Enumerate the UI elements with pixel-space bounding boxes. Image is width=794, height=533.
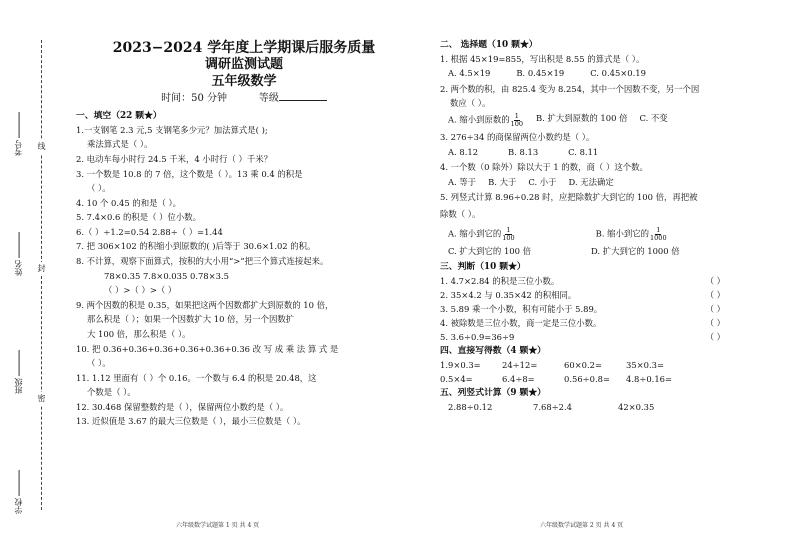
question-line: 13. 近似值是 3.67 的最大三位数是（ ），最小三位数是（ ）。 [76, 416, 306, 427]
field-label-exam-number: 考号 [14, 140, 23, 156]
question-line: 9. 两个因数的积是 0.35，如果把这两个因数都扩大到原数的 10 倍， [76, 299, 334, 310]
question-line: 乘法算式是（ ）。 [87, 139, 153, 150]
option-c: C. 8.11 [568, 147, 599, 158]
field-school [14, 470, 24, 514]
question-line: 5. 7.4×0.6 的积是（ ）位小数。 [76, 212, 202, 223]
option-c: C. 小于 [528, 177, 557, 188]
question-line: 大 100 倍，那么积是（ ）。 [87, 328, 191, 339]
option-a: A. 4.5×19 [448, 68, 491, 79]
choice-question-3: 3. 276÷34 的商保留两位小数约是（ ）。 [440, 132, 595, 143]
judge-item: 5. 3.6÷0.9=36÷9 （ ） [440, 332, 725, 343]
question-line: （ ）>（ ）>（ ） [104, 285, 177, 296]
choice-options-5a [440, 227, 765, 241]
calc-item: 60×0.2= [564, 359, 603, 370]
calc-item: 0.5×4= [440, 373, 473, 384]
option-b: B. 扩大到原数的 100 倍 [536, 113, 628, 124]
calc-item: 35×0.3= [626, 359, 665, 370]
vertical-calc-row [440, 402, 765, 412]
fraction: $\frac{1}{100}$ [502, 226, 515, 242]
fraction: $\frac{1}{100}$ [510, 112, 524, 128]
question-line: 6.（ ）÷1.2=0.54 2.88÷（ ）=1.44 [76, 226, 223, 237]
fraction: $\frac{1}{1000}$ [650, 226, 667, 242]
choice-options-3 [440, 147, 765, 157]
question-line: 8. 不计算，观察下面算式，按积的大小用“>”把三个算式连接起来。 [76, 256, 329, 267]
option-c: C. 不变 [639, 113, 668, 124]
section-choice: 二、 选择题（10 颗★） [440, 40, 538, 50]
exam-subtitle: 调研监测试题 [204, 57, 283, 73]
question-line: 11. 1.12 里面有（ ）个 0.16。一个数与 6.4 的积是 20.48，这 [76, 372, 317, 383]
field-label-class: 班级 [14, 378, 23, 394]
judge-item: 2. 35×4.2 与 0.35×42 的积相同。 （ ） [440, 290, 725, 301]
binding-margin [0, 0, 70, 533]
field-exam-number [14, 112, 24, 156]
judge-item: 4. 被除数是三位小数，商一定是三位小数。 （ ） [440, 318, 725, 329]
section-vertical-calc: 五、列竖式计算（9 颗★） [440, 388, 546, 399]
option-b: B. 缩小到它的 $\frac{1}{1000}$ [595, 226, 667, 242]
option-a: A. 8.12 [448, 147, 479, 158]
option-c: C. 0.45×0.19 [590, 68, 646, 79]
page-1-footer: 六年级数学试题第 1 页 共 4 页 [176, 522, 260, 529]
question-line: 3. 一个数是 10.8 的 7 倍，这个数是（ ）。13 乘 0.4 的积是 [76, 168, 303, 179]
option-b: B. 0.45×19 [516, 68, 565, 79]
question-line: （ ）。 [87, 358, 111, 369]
option-c: C. 扩大到它的 100 倍 [448, 246, 531, 257]
calc-row-1 [440, 360, 765, 370]
exam-page-2 [440, 40, 765, 412]
field-name [14, 232, 24, 276]
seal-char-seal: 封 [36, 262, 47, 276]
choice-options-2 [440, 113, 765, 127]
choice-options-1 [440, 68, 765, 78]
choice-question-1: 1. 根据 45×19=855，写出积是 8.55 的算式是（ ）。 [440, 53, 645, 64]
option-b: B. 8.13 [508, 147, 539, 158]
section-mental-calc: 四、直接写得数（4 颗★） [440, 346, 546, 357]
judge-answer-box[interactable]: （ ） [705, 290, 725, 301]
calc-item: 4.8÷0.16= [626, 373, 673, 384]
option-a: A. 缩小到原数的 $\frac{1}{100}$ [448, 112, 524, 128]
vertical-calc-item: 42×0.35 [618, 401, 655, 412]
question-line: 1.一支钢笔 2.3 元,5 支钢笔多少元？加法算式是( ); [76, 124, 268, 135]
field-label-name: 姓名 [14, 260, 23, 276]
question-line: 那么积是（ ）；如果一个因数扩大 10 倍，另一个因数扩 [87, 314, 295, 325]
option-b: B. 大于 [488, 177, 517, 188]
field-class [14, 350, 24, 394]
judge-answer-box[interactable]: （ ） [705, 304, 725, 315]
judge-answer-box[interactable]: （ ） [705, 275, 725, 286]
choice-question-2-cont: 数应（ ）。 [450, 98, 491, 109]
grade-blank[interactable] [279, 92, 327, 101]
question-line: 12. 30.468 保留整数约是（ ），保留两位小数约是（ ）。 [76, 401, 289, 412]
choice-question-5: 5. 列竖式计算 8.96÷0.28 时，应把除数扩大到它的 100 倍，再把被 [440, 192, 698, 203]
choice-question-2: 2. 两个数的积，由 825.4 变为 8.254，其中一个因数不变，另一个因 [440, 83, 700, 94]
judge-item: 3. 5.89 乘一个小数，积有可能小于 5.89。 （ ） [440, 304, 725, 315]
exam-title: 2023−2024 学年度上学期课后服务质量 [112, 40, 376, 56]
question-line: 4. 10 个 0.45 的和是（ ）。 [76, 197, 182, 208]
question-line: 7. 把 306×102 的积缩小到原数的( )后等于 30.6×1.02 的积。 [76, 241, 316, 252]
choice-options-4 [440, 177, 765, 187]
option-a: A. 等于 [448, 177, 477, 188]
question-line: 2. 电动车每小时行 24.5 千米，4 小时行（ ）千米？ [76, 153, 273, 164]
time-label: 时间：50 分钟 [161, 93, 228, 105]
question-line: 78×0.35 7.8×0.035 0.78×3.5 [104, 270, 229, 281]
vertical-calc-item: 7.68÷2.4 [533, 401, 572, 412]
section-judge: 三、判断（10 颗★） [440, 262, 526, 273]
field-label-school: 学校 [14, 498, 23, 514]
question-line: 个数是（ ）。 [87, 387, 136, 398]
choice-question-5-cont: 除数（ ）。 [440, 209, 481, 220]
section-fill-in: 一、填空（22 颗★） [76, 111, 162, 122]
exam-meta [106, 92, 382, 105]
question-line: （ ）。 [87, 183, 111, 194]
option-d: D. 扩大到它的 1000 倍 [591, 246, 680, 257]
judge-answer-box[interactable]: （ ） [705, 318, 725, 329]
option-a: A. 缩小到它的 $\frac{1}{100}$ [448, 226, 515, 242]
calc-item: 1.9×0.3= [440, 359, 481, 370]
exam-grade-subject: 五年级数学 [211, 73, 277, 89]
judge-answer-box[interactable]: （ ） [705, 332, 725, 343]
option-d: D. 无法确定 [568, 177, 614, 188]
seal-char-line: 线 [36, 140, 47, 154]
grade-label: 等级 [258, 93, 279, 105]
exam-page-1 [76, 40, 382, 431]
page-2-footer: 六年级数学试题第 2 页 共 4 页 [540, 522, 624, 529]
question-line: 10. 把 0.36+0.36+0.36+0.36+0.36+0.36 改 写 成 乘 法 算 式 是 [76, 343, 339, 354]
seal-char-secret: 密 [36, 392, 47, 406]
calc-item: 6.4÷8= [502, 373, 535, 384]
choice-question-4: 4. 一个数（0 除外）除以大于 1 的数，商（ ）这个数。 [440, 162, 648, 173]
vertical-calc-item: 2.88÷0.12 [448, 401, 493, 412]
judge-item: 1. 4.7×2.84 的积是三位小数。 （ ） [440, 275, 725, 286]
calc-item: 24÷12= [502, 359, 538, 370]
choice-options-5b [440, 246, 765, 256]
calc-row-2 [440, 374, 765, 384]
calc-item: 0.56÷0.8= [564, 373, 611, 384]
